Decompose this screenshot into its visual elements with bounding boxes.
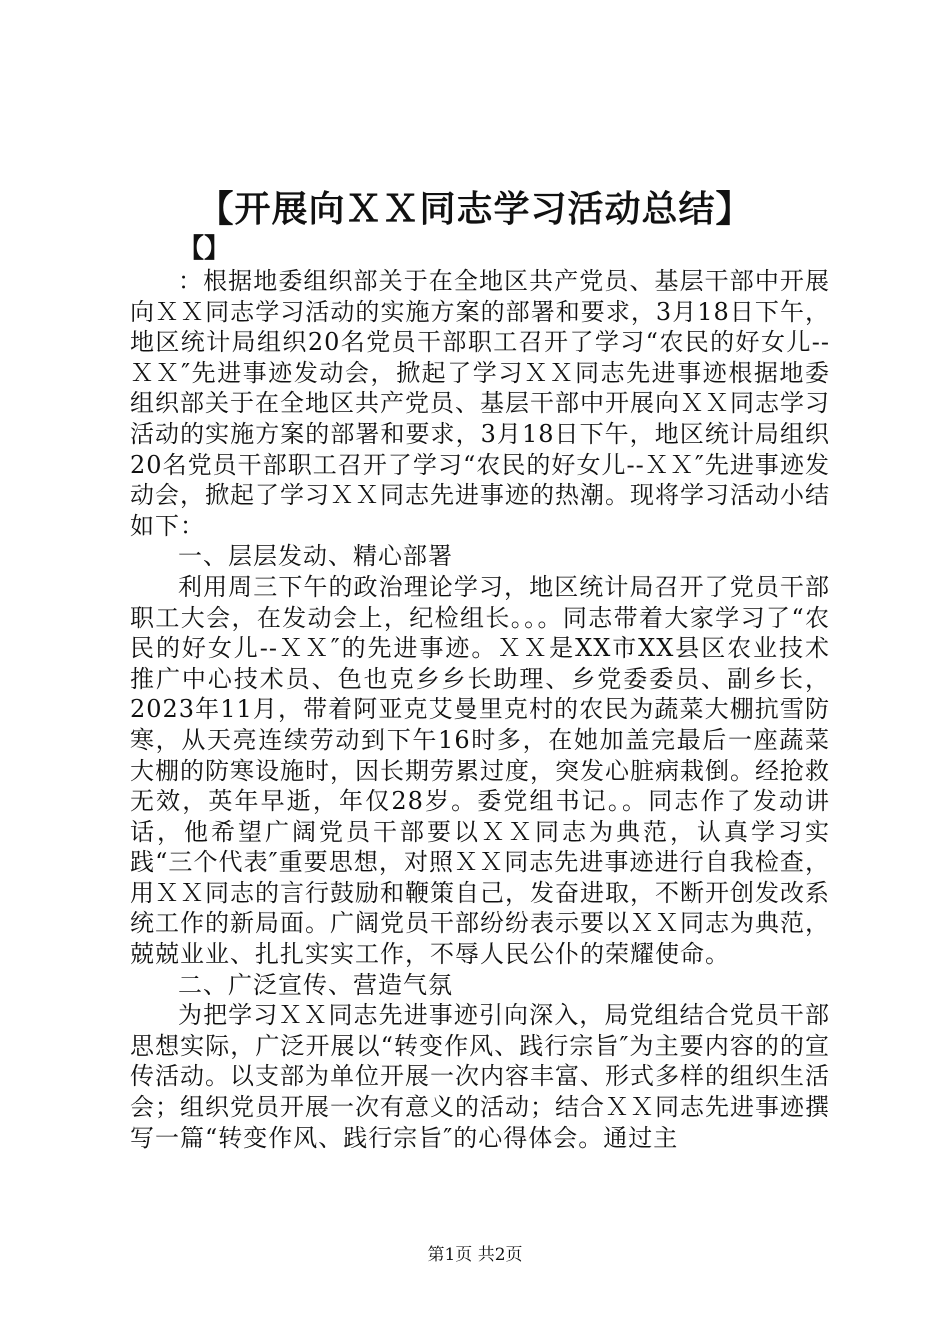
- section-heading-1: 一、层层发动、精心部署: [178, 542, 453, 571]
- section-heading-2: 二、广泛宣传、营造气氛: [178, 970, 453, 999]
- document-title: 【开展向ＸＸ同志学习活动总结】: [197, 188, 753, 230]
- paragraph-section-2: 为把学习ＸＸ同志先进事迹引向深入，局党组结合党员干部思想实际，广泛开展以“转变作风、践行宗旨″为主要内容的的宣传活动。以支部为单位开展一次内容丰富、形式多样的组织生活会；组织党员开展一次有意义的活动；结合ＸＸ同志先进事迹撰写一篇“转变作风、践行宗旨″的心得体会。通过主: [130, 1001, 830, 1152]
- page-footer: 第1页 共2页: [427, 1245, 523, 1265]
- document-subtitle: 【】: [178, 234, 231, 264]
- paragraph-intro: ：根据地委组织部关于在全地区共产党员、基层干部中开展向ＸＸ同志学习活动的实施方案的部署和要求，3月18日下午，地区统计局组织20名党员干部职工召开了学习“农民的好女儿--ＸＸ″先进事迹发动会，掀起了学习ＸＸ同志先进事迹根据地委组织部关于在全地区共产党员、基层干部中开展向ＸＸ同志学习活动的实施方案的部署和要求，3月18日下午，地区统计局组织20名党员干部职工召开了学习“农民的好女儿--ＸＸ″先进事迹发动会，掀起了学习ＸＸ同志先进事迹的热潮。现将学习活动小结如下：: [130, 267, 830, 540]
- document-body: [130, 232, 830, 1153]
- paragraph-section-1: 利用周三下午的政治理论学习，地区统计局召开了党员干部职工大会，在发动会上，纪检组长。。。同志带着大家学习了“农民的好女儿--ＸＸ″的先进事迹。ＸＸ是XX市XX县区农业技术推广中心技术员、色也克乡乡长助理、乡党委委员、副乡长，2023年11月，带着阿亚克艾曼里克村的农民为蔬菜大棚抗雪防寒，从天亮连续劳动到下午16时多，在她加盖完最后一座蔬菜大棚的防寒设施时，因长期劳累过度，突发心脏病栽倒。经抢救无效，英年早逝，年仅28岁。委党组书记。。同志作了发动讲话，他希望广阔党员干部要以ＸＸ同志为典范，认真学习实践“三个代表″重要思想，对照ＸＸ同志先进事迹进行自我检查，用ＸＸ同志的言行鼓励和鞭策自己，发奋进取，不断开创发改系统工作的新局面。广阔党员干部纷纷表示要以ＸＸ同志为典范，兢兢业业、扎扎实实工作，不辱人民公仆的荣耀使命。: [130, 572, 830, 969]
